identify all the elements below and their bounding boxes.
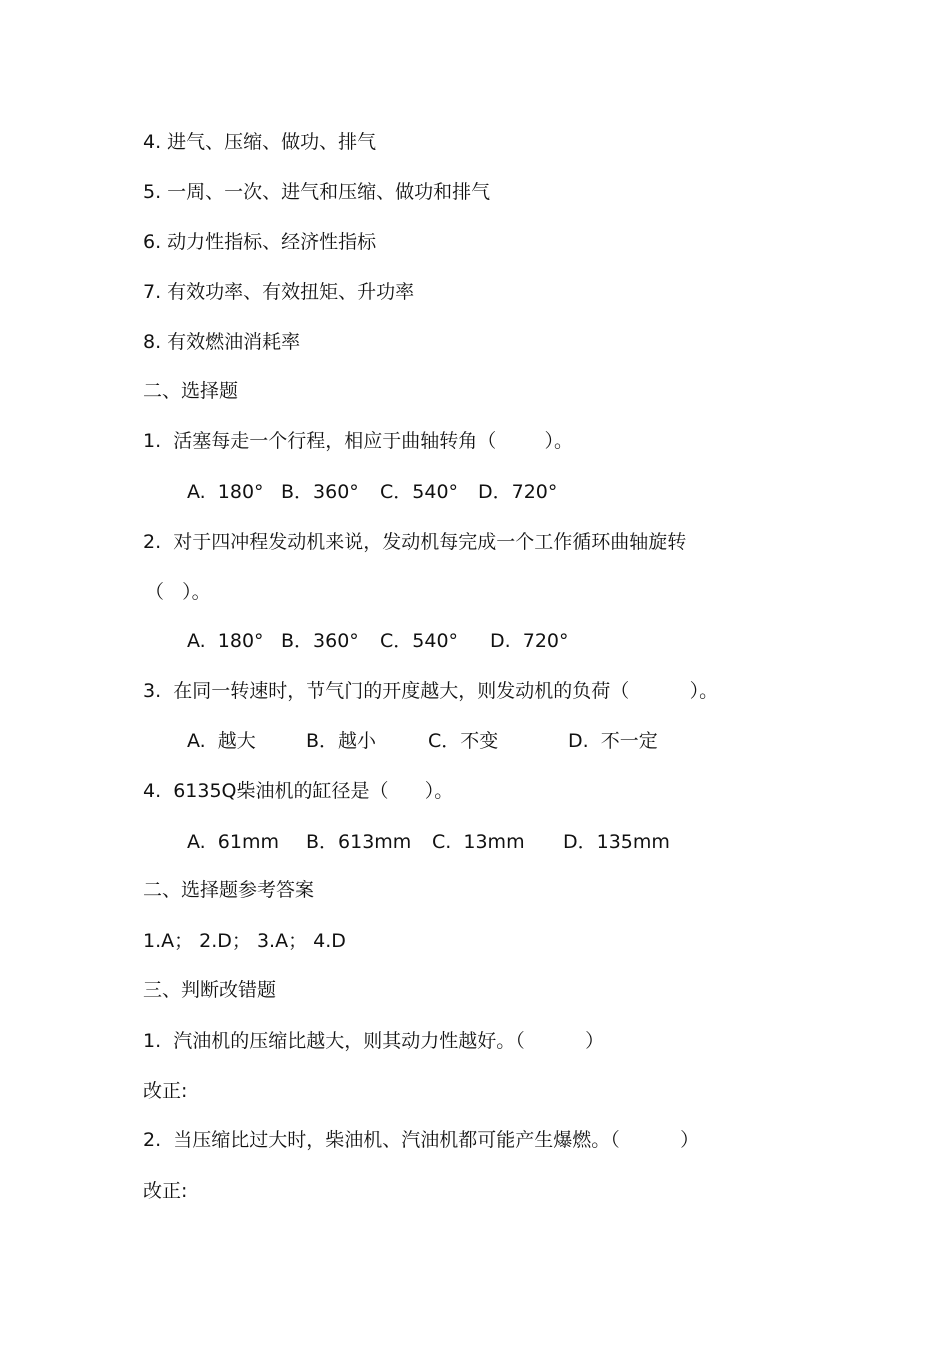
question-3-stem: 3. 在同一转速时，节气门的开度越大，则发动机的负荷（ ）。 bbox=[143, 680, 719, 702]
fill-answer-4: 4. 进气、压缩、做功、排气 bbox=[143, 131, 377, 153]
judge-1-stem: 1. 汽油机的压缩比越大，则其动力性越好。（ ） bbox=[143, 1030, 605, 1052]
option-d: D．720° bbox=[478, 481, 558, 503]
option-a: A. 180° bbox=[187, 630, 264, 652]
fill-answer-6: 6. 动力性指标、经济性指标 bbox=[143, 231, 377, 253]
fill-answer-8: 8. 有效燃油消耗率 bbox=[143, 331, 301, 353]
section-heading-choice-answers: 二、选择题参考答案 bbox=[143, 879, 315, 901]
option-b: B．360° bbox=[281, 630, 359, 652]
option-c: C．不变 bbox=[428, 730, 499, 752]
question-2-stem: 2. 对于四冲程发动机来说，发动机每完成一个工作循环曲轴旋转 bbox=[143, 531, 687, 553]
question-2-stem-cont: （ ）。 bbox=[145, 581, 211, 603]
fill-answer-7: 7. 有效功率、有效扭矩、升功率 bbox=[143, 281, 415, 303]
judge-2-stem: 2. 当压缩比过大时，柴油机、汽油机都可能产生爆燃。（ ） bbox=[143, 1129, 700, 1151]
option-c: C．540° bbox=[380, 630, 459, 652]
option-d: D．135mm bbox=[563, 831, 670, 853]
question-1-stem: 1. 活塞每走一个行程，相应于曲轴转角（ ）。 bbox=[143, 430, 574, 452]
choice-answer-key: 1.A； 2.D； 3.A； 4.D bbox=[143, 930, 346, 952]
option-c: C. 13mm bbox=[432, 831, 525, 853]
fill-answer-5: 5. 一周、一次、进气和压缩、做功和排气 bbox=[143, 181, 491, 203]
section-heading-choice: 二、选择题 bbox=[143, 380, 239, 402]
judge-1-correction: 改正: bbox=[143, 1080, 188, 1102]
question-4-stem: 4. 6135Q柴油机的缸径是（ ）。 bbox=[143, 780, 454, 802]
option-b: B．360° bbox=[281, 481, 359, 503]
judge-2-correction: 改正: bbox=[143, 1180, 188, 1202]
option-d: D. 不一定 bbox=[568, 730, 658, 752]
option-a: A. 越大 bbox=[187, 730, 256, 752]
option-b: B．613mm bbox=[306, 831, 412, 853]
option-d: D. 720° bbox=[490, 630, 569, 652]
option-b: B．越小 bbox=[306, 730, 377, 752]
option-a: A. 61mm bbox=[187, 831, 279, 853]
option-a: A. 180° bbox=[187, 481, 264, 503]
option-c: C．540° bbox=[380, 481, 459, 503]
section-heading-judge: 三、判断改错题 bbox=[143, 979, 277, 1001]
